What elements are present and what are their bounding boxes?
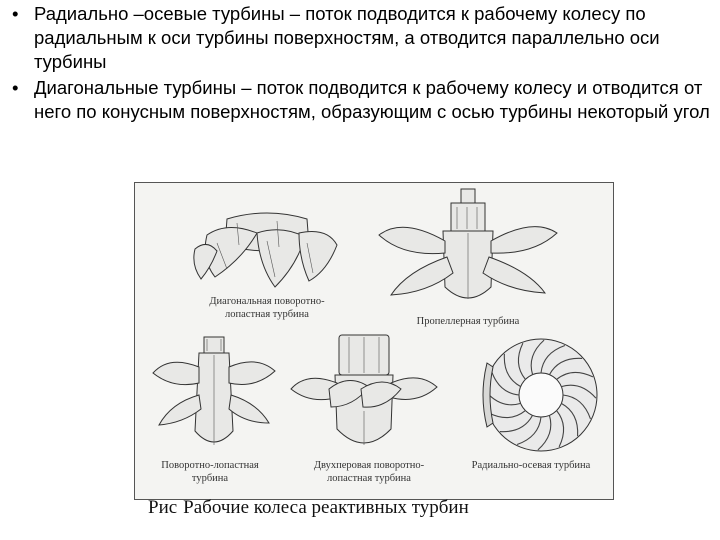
bullet-symbol: •: [12, 3, 19, 24]
double-turbine-label: Двухперовая поворотно-лопастная турбина: [313, 460, 425, 484]
diagonal-turbine-label: Диагональная поворотно-лопастная турбина: [209, 296, 325, 320]
bullet-diagonal: [8, 76, 716, 124]
figure-caption-prefix: Рис: [148, 497, 178, 518]
figure-caption-text: Рабочие колеса реактивных турбин: [183, 497, 469, 518]
bullet-text: Диагональные турбины – поток подводится к рабочему колесу и отводится от него по конусным поверхностям, образующим с осью турбины некоторый угол: [34, 77, 710, 122]
rotary-turbine-image: [149, 335, 279, 459]
bullet-list: [8, 2, 716, 126]
propeller-turbine-image: [373, 187, 563, 311]
diagonal-turbine-image: [187, 199, 347, 295]
bullet-symbol: •: [12, 77, 19, 98]
double-turbine-image: [289, 333, 439, 459]
figure-caption: [148, 497, 469, 519]
radial-turbine-label: Радиально-осевая турбина: [471, 460, 591, 471]
rotary-turbine-label: Поворотно-лопастная турбина: [161, 460, 259, 484]
radial-turbine-image: [473, 333, 603, 457]
bullet-radial-axial: [8, 2, 716, 74]
turbine-figure: [134, 182, 614, 500]
propeller-turbine-label: Пропеллерная турбина: [416, 316, 520, 327]
bullet-text: Радиально –осевые турбины – поток подводится к рабочему колесу по радиальным к оси турбины поверхностям, а отводится параллельно оси турбины: [34, 3, 660, 72]
